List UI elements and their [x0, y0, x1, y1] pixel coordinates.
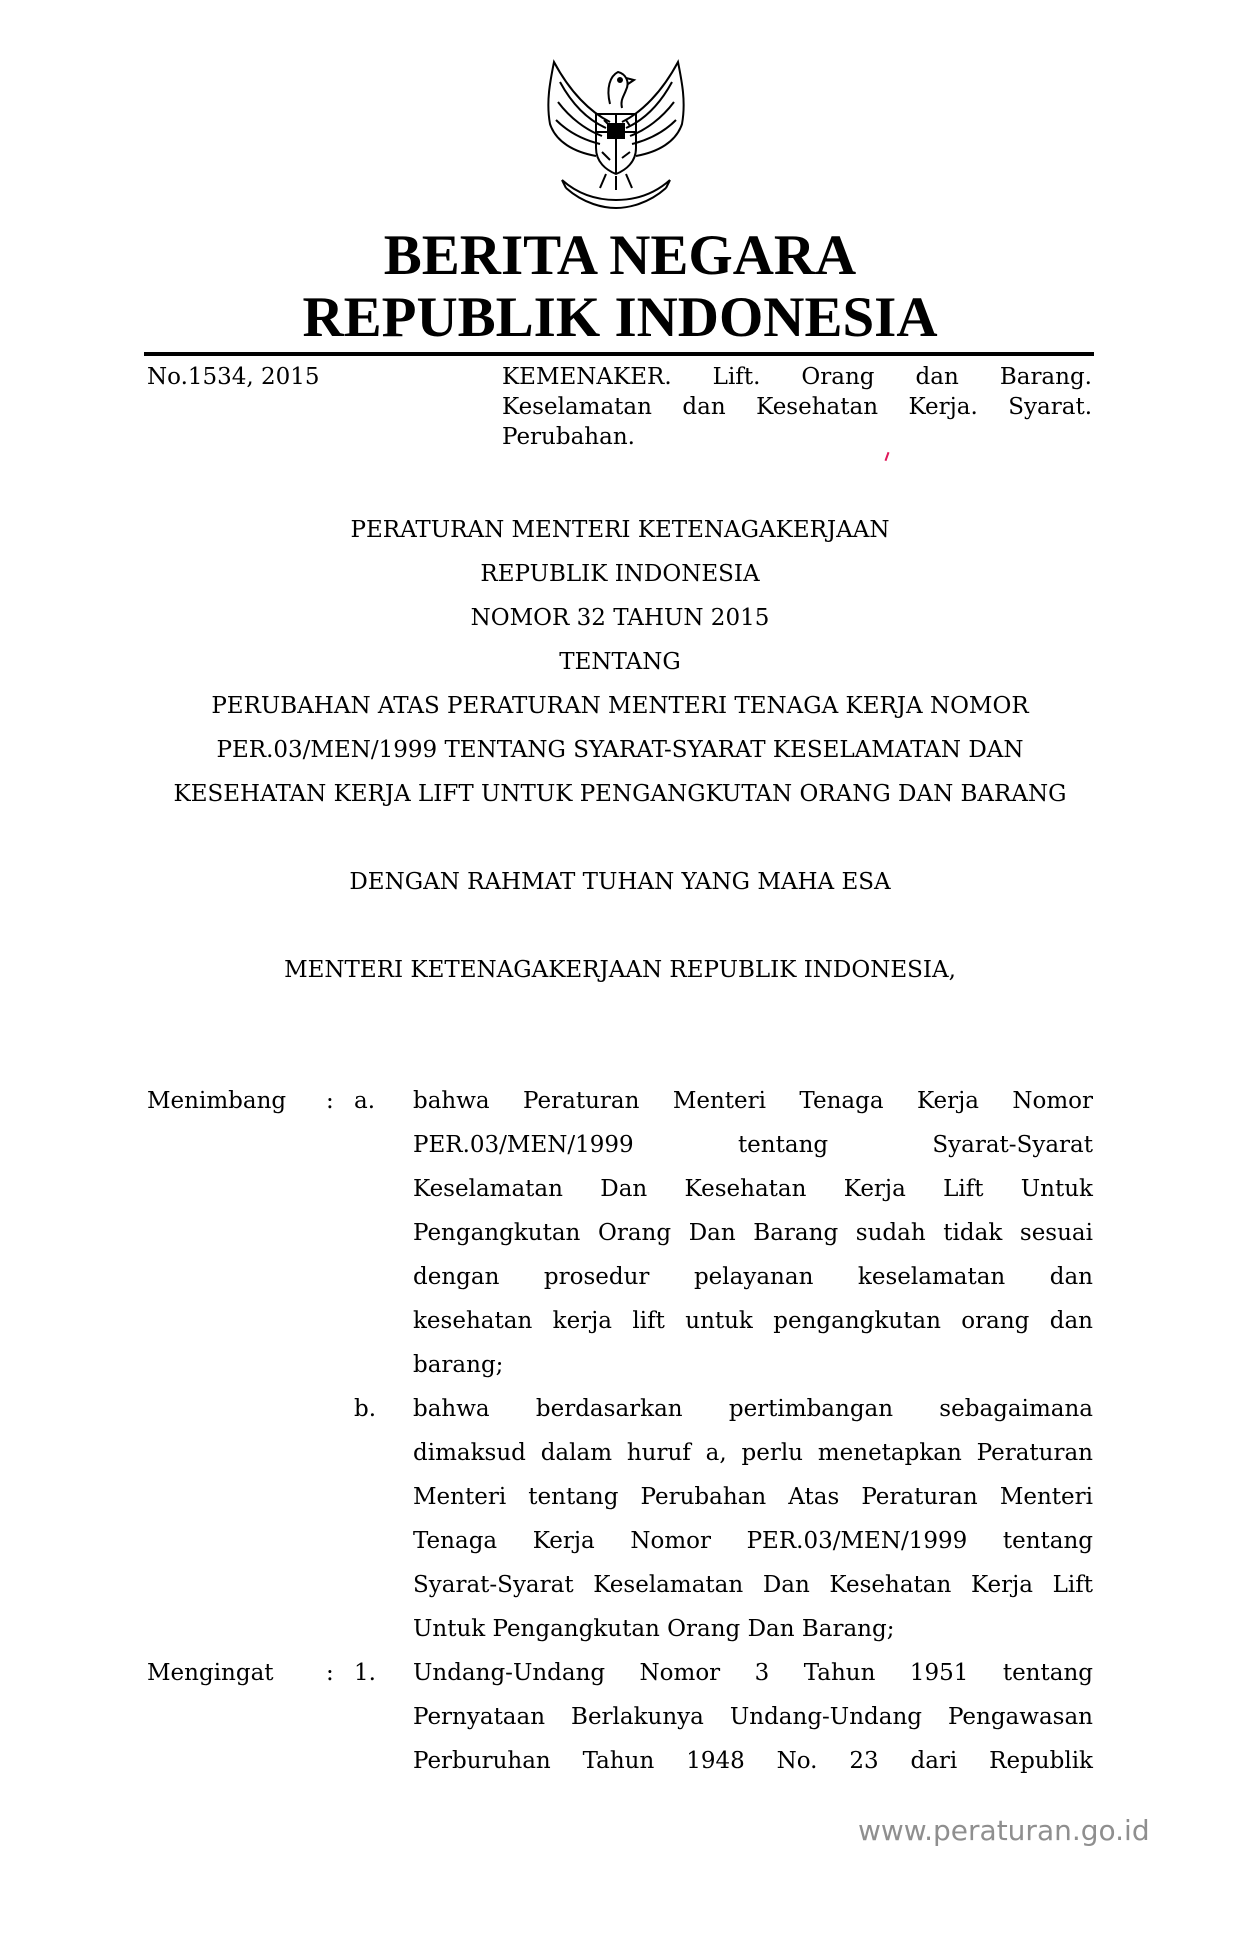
- text-line: kesehatan kerja lift untuk pengangkutan orang dan: [413, 1308, 1093, 1334]
- regulation-title-line: PER.03/MEN/1999 TENTANG SYARAT-SYARAT KESELAMATAN DAN: [216, 737, 1024, 763]
- regulation-title-line: PERUBAHAN ATAS PERATURAN MENTERI TENAGA KERJA NOMOR: [211, 693, 1029, 719]
- text-line: Pernyataan Berlakunya Undang-Undang Pengawasan: [413, 1704, 1093, 1730]
- text-line: bahwa Peraturan Menteri Tenaga Kerja Nomor: [413, 1088, 1093, 1114]
- authority: MENTERI KETENAGAKERJAAN REPUBLIK INDONESIA,: [284, 957, 956, 983]
- regulation-title-line: KESEHATAN KERJA LIFT UNTUK PENGANGKUTAN ORANG DAN BARANG: [173, 781, 1067, 807]
- footer-website-link[interactable]: www.peraturan.go.id: [858, 1814, 1150, 1847]
- item-marker: 1.: [354, 1660, 376, 1686]
- text-line: barang;: [413, 1352, 504, 1378]
- regulation-title-line: NOMOR 32 TAHUN 2015: [470, 605, 770, 631]
- masthead-subtitle: REPUBLIK INDONESIA: [302, 286, 938, 349]
- summary-line: KEMENAKER. Lift. Orang dan Barang.: [502, 364, 1092, 390]
- mengingat-item-1: [413, 1658, 1093, 1790]
- stray-mark: [885, 452, 890, 461]
- menimbang-item-b: [413, 1394, 1093, 1658]
- text-line: Keselamatan Dan Kesehatan Kerja Lift Untuk: [413, 1176, 1093, 1202]
- text-line: bahwa berdasarkan pertimbangan sebagaimana: [413, 1396, 1093, 1422]
- item-marker: b.: [354, 1396, 377, 1422]
- summary-line: Keselamatan dan Kesehatan Kerja. Syarat.: [502, 394, 1092, 420]
- item-marker: a.: [354, 1088, 376, 1114]
- text-line: Untuk Pengangkutan Orang Dan Barang;: [413, 1616, 895, 1642]
- gazette-number: No.1534, 2015: [147, 364, 320, 390]
- summary-line: Perubahan.: [502, 424, 635, 450]
- text-line: dimaksud dalam huruf a, perlu menetapkan Peraturan: [413, 1440, 1093, 1466]
- menimbang-item-a: [413, 1086, 1093, 1394]
- invocation: DENGAN RAHMAT TUHAN YANG MAHA ESA: [349, 869, 891, 895]
- masthead-title: BERITA NEGARA: [383, 224, 857, 287]
- text-line: Undang-Undang Nomor 3 Tahun 1951 tentang: [413, 1660, 1093, 1686]
- menimbang-colon: :: [326, 1088, 334, 1114]
- text-line: Perburuhan Tahun 1948 No. 23 dari Republik: [413, 1748, 1093, 1774]
- regulation-title-line: TENTANG: [559, 649, 681, 675]
- text-line: Menteri tentang Perubahan Atas Peraturan Menteri: [413, 1484, 1093, 1510]
- mengingat-colon: :: [326, 1660, 334, 1686]
- text-line: Pengangkutan Orang Dan Barang sudah tidak sesuai: [413, 1220, 1093, 1246]
- text-line: Tenaga Kerja Nomor PER.03/MEN/1999 tentang: [413, 1528, 1093, 1554]
- garuda-emblem-icon: [540, 52, 692, 210]
- regulation-title-line: PERATURAN MENTERI KETENAGAKERJAAN: [350, 517, 890, 543]
- menimbang-label: Menimbang: [147, 1088, 287, 1114]
- text-line: PER.03/MEN/1999 tentang Syarat-Syarat: [413, 1132, 1093, 1158]
- text-line: Syarat-Syarat Keselamatan Dan Kesehatan Kerja Lift: [413, 1572, 1093, 1598]
- mengingat-label: Mengingat: [147, 1660, 274, 1686]
- regulation-title-line: REPUBLIK INDONESIA: [480, 561, 760, 587]
- text-line: dengan prosedur pelayanan keselamatan dan: [413, 1264, 1093, 1290]
- header-rule: [144, 352, 1094, 356]
- gazette-summary: [502, 362, 1092, 452]
